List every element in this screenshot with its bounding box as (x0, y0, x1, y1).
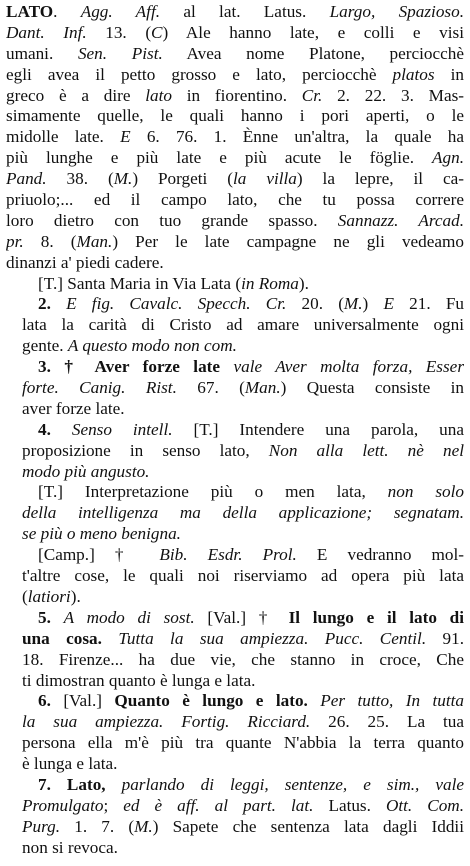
italic-run: pr. (6, 231, 24, 251)
text-run: umani. (6, 43, 78, 63)
italic-run: E fig. Cavalc. Specch. Cr. (66, 294, 287, 314)
text-line (6, 462, 464, 483)
entry-lato-4-camp (6, 545, 464, 608)
italic-run: della intelligenza ma della applicazione; segnatam. (22, 503, 464, 523)
text-line (6, 315, 464, 336)
text-run: ) Sapete che sentenza lata dagli Iddii (152, 816, 464, 836)
text-run: gente. (22, 336, 68, 356)
italic-run: lato (145, 85, 172, 105)
italic-run: la villa (233, 169, 297, 189)
text-run: 91. (426, 628, 464, 648)
text-line (6, 169, 464, 190)
italic-run: M. (113, 169, 133, 189)
text-run: persona ella m'è più tra quante N'abbia la terra quanto (22, 733, 464, 753)
text-run: priuolo;... ed il campo lato, che tu possa correre (6, 190, 464, 210)
text-run: ; (103, 795, 124, 815)
italic-run: Pand. (6, 169, 47, 189)
text-line (6, 106, 464, 127)
text-line (6, 545, 464, 566)
italic-run: in Roma (241, 273, 299, 293)
italic-run: Senso intell. (71, 419, 173, 439)
italic-run: A modo di sost. (63, 607, 195, 627)
text-run: 18. Firenze... ha due vie, che stanno in croce, Che (22, 649, 464, 669)
text-line (6, 754, 464, 775)
text-line (6, 274, 464, 295)
headword-run: 6. (38, 691, 64, 711)
text-run: lata la carità di Cristo ad amare universalmente ogni (22, 315, 464, 335)
text-line (6, 441, 464, 462)
text-run: 26. 25. La tua (310, 712, 464, 732)
text-run: in (434, 64, 464, 84)
text-line (6, 733, 464, 754)
italic-run: M. (343, 294, 363, 314)
entry-lato-santa-maria (6, 274, 464, 295)
entry-lato-7 (6, 775, 464, 859)
text-line (6, 336, 464, 357)
text-line (6, 420, 464, 441)
text-line (6, 587, 464, 608)
text-line (6, 775, 464, 796)
text-line (6, 629, 464, 650)
text-run: ) la lepre, il ca- (296, 169, 464, 189)
text-run: E vedranno mol- (296, 545, 464, 565)
headword-run: LATO (6, 2, 54, 21)
text-run: 38. ( (46, 169, 114, 189)
italic-run: Purg. (22, 816, 61, 836)
italic-run: modo più angusto. (22, 461, 150, 481)
text-run: 1. 7. ( (60, 816, 135, 836)
text-run: più lunghe e più late e più acute le föglie. (6, 148, 433, 168)
text-run: 8. ( (23, 231, 77, 251)
text-line (6, 2, 464, 23)
text-run: al lat. Latus. (160, 2, 330, 21)
italic-run: A questo modo non com. (67, 336, 237, 356)
italic-run: Sannazz. Arcad. (337, 210, 464, 230)
text-line (6, 211, 464, 232)
headword-run: Il lungo e il lato di (288, 607, 464, 627)
text-line (6, 838, 464, 859)
italic-run: E (383, 294, 394, 314)
text-run: non si revoca. (22, 837, 118, 857)
entry-lato-main (6, 2, 464, 274)
text-line (6, 712, 464, 733)
text-run: dinanzi a' piedi cadere. (6, 252, 164, 272)
italic-run: Agn. (432, 148, 464, 168)
text-run: 13. ( (86, 22, 152, 42)
headword-run: 7. Lato, (38, 774, 122, 794)
headword-run: 4. (38, 419, 72, 439)
text-line (6, 253, 464, 274)
italic-run: platos (392, 64, 435, 84)
headword-run: Quanto è lungo e lato. (114, 691, 321, 711)
entry-lato-5 (6, 608, 464, 692)
text-line (6, 503, 464, 524)
text-run: egli avea il petto grosso e lato, perciocchè (6, 64, 393, 84)
text-line (6, 86, 464, 107)
text-line (6, 671, 464, 692)
text-line (6, 65, 464, 86)
italic-run: E (120, 127, 131, 147)
entry-lato-2 (6, 294, 464, 357)
text-line (6, 691, 464, 712)
text-run: aver forze late. (22, 398, 125, 418)
text-run: ) Porgeti ( (132, 169, 233, 189)
text-line (6, 650, 464, 671)
text-run: t'altre cose, le quali noi riserviamo ad opera più lata (22, 566, 464, 586)
text-line (6, 482, 464, 503)
text-line (6, 378, 464, 399)
text-run: Avea nome Platone, perciocchè (162, 43, 464, 63)
text-line (6, 608, 464, 629)
entry-lato-4 (6, 420, 464, 483)
italic-run: non solo (387, 482, 464, 502)
italic-run: la sua ampiezza. Fortig. Ricciard. (22, 712, 311, 732)
text-run: midolle late. (6, 127, 121, 147)
italic-run: forte. Canig. Rist. (22, 378, 177, 398)
text-line (6, 294, 464, 315)
text-line (6, 399, 464, 420)
text-line (6, 148, 464, 169)
text-line (6, 357, 464, 378)
text-run: ) (362, 294, 384, 314)
entry-lato-6 (6, 691, 464, 775)
italic-run: Man. (76, 231, 113, 251)
text-run: 21. Fu (393, 294, 464, 314)
text-run: simamente quelle, le quali hanno i pori aperti, o le (6, 106, 464, 126)
text-run: 67. ( (176, 378, 245, 398)
italic-run: M. (134, 816, 153, 836)
italic-run: Cr. (301, 85, 323, 105)
text-run: greco è a dire (6, 85, 146, 105)
text-line (6, 190, 464, 211)
text-run: ) Questa consiste in (280, 378, 464, 398)
text-run: ) Ale hanno late, e colli e visi (162, 22, 464, 42)
text-line (6, 23, 464, 44)
italic-run: Non alla lett. nè nel (268, 440, 464, 460)
text-run: è lunga e lata. (22, 754, 118, 774)
headword-run: una cosa. (22, 628, 119, 648)
italic-run: Per tutto, In tutta (320, 691, 464, 711)
italic-run: Agg. Aff. (80, 2, 161, 21)
text-run: ) Per le late campagne ne gli vedeamo (112, 231, 464, 251)
italic-run: parlando di leggi, sentenze, e sim., vale (121, 774, 464, 794)
italic-run: latiori (27, 586, 71, 606)
text-run: [T.] Interpretazione più o men lata, (38, 482, 388, 502)
text-run: [T.] Santa Maria in Via Lata ( (38, 273, 242, 293)
italic-run: Largo, Spazioso. (329, 2, 464, 21)
text-run: ). (298, 273, 309, 293)
text-line (6, 524, 464, 545)
text-run: 2. 22. 3. Mas- (322, 85, 464, 105)
headword-run: 3. † Aver forze late (38, 357, 234, 377)
headword-run: 2. (38, 294, 67, 314)
text-run: loro dietro con tuo grande spasso. (6, 210, 338, 230)
text-line (6, 232, 464, 253)
italic-run: se più o meno benigna. (22, 524, 181, 544)
italic-run: Bib. Esdr. Prol. (159, 545, 297, 565)
text-line (6, 127, 464, 148)
text-run: 6. 76. 1. Ènne un'altra, la quale ha (130, 127, 464, 147)
headword-run: 5. (38, 607, 64, 627)
entry-lato-3 (6, 357, 464, 420)
italic-run: Ott. Com. (385, 795, 464, 815)
text-run: Latus. (313, 795, 386, 815)
text-run: [Camp.] † (38, 545, 160, 565)
italic-run: Tutta la sua ampiezza. Pucc. Centil. (118, 628, 427, 648)
italic-run: Promulgato (22, 795, 104, 815)
text-run: [Val.] † (194, 607, 289, 627)
text-run: proposizione in senso lato, (22, 440, 269, 460)
text-run: ti dimostran quanto è lunga e lata. (22, 670, 256, 690)
text-line (6, 566, 464, 587)
text-run: ( (22, 586, 28, 606)
italic-run: ed è aff. al part. lat. (123, 795, 314, 815)
text-run: . (53, 2, 81, 21)
italic-run: Man. (244, 378, 281, 398)
text-run: ). (70, 586, 81, 606)
italic-run: C (151, 22, 163, 42)
text-run: [T.] Intendere una parola, una (172, 419, 464, 439)
text-line (6, 796, 464, 817)
text-run: 20. ( (286, 294, 344, 314)
italic-run: vale Aver molta forza, Esser (233, 357, 464, 377)
text-line (6, 817, 464, 838)
italic-run: Sen. Pist. (77, 43, 163, 63)
text-line (6, 44, 464, 65)
text-run: [Val.] (63, 691, 115, 711)
italic-run: Dant. Inf. (6, 22, 87, 42)
entry-lato-4-interp (6, 482, 464, 545)
text-run: in fiorentino. (172, 85, 302, 105)
